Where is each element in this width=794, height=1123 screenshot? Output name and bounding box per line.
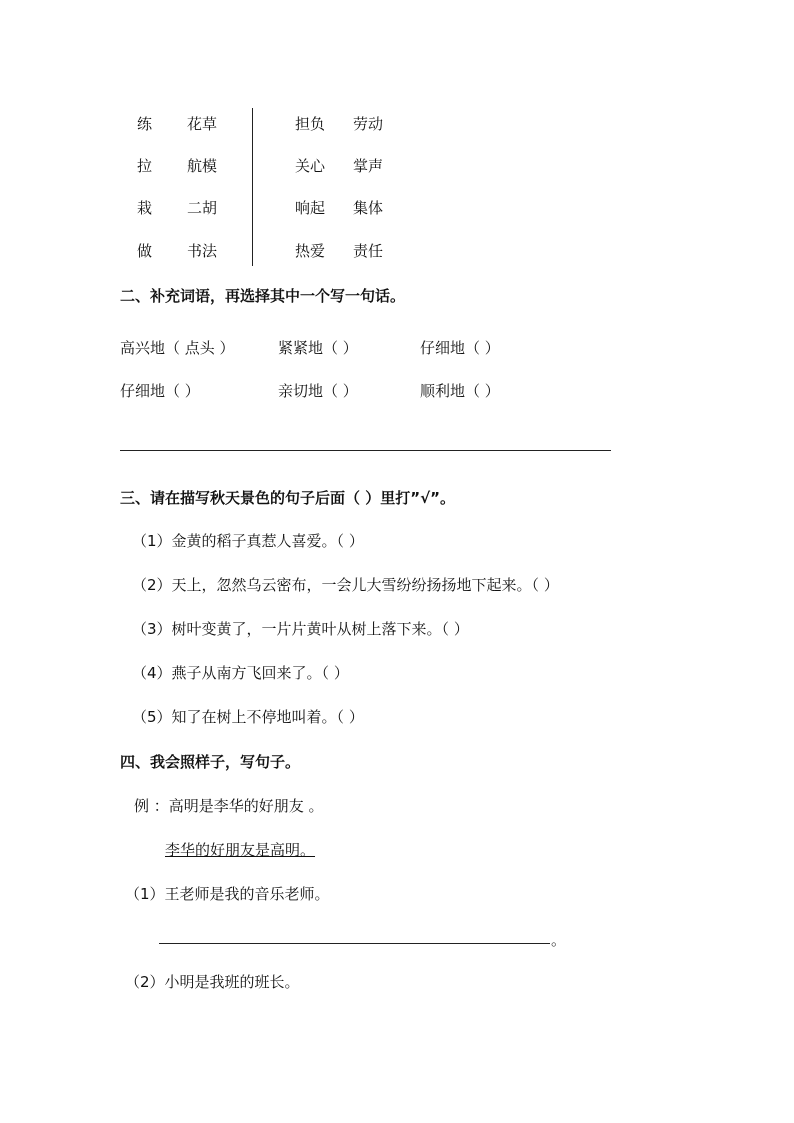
match-left-b-2: 航模 <box>187 157 218 175</box>
section2-row2-item3: 顺利地（ ） <box>420 382 500 400</box>
section4-example-answer: 李华的好朋友是高明。 <box>165 841 316 859</box>
section2-row1-item3: 仔细地（ ） <box>420 339 500 357</box>
section3-item-4: （4）燕子从南方飞回来了。（ ） <box>132 664 349 682</box>
section3-item-1: （1）金黄的稻子真惹人喜爱。（ ） <box>132 532 364 550</box>
match-right-a-4: 热爱 <box>295 242 326 260</box>
section4-title: 四、我会照样子，写句子。 <box>120 753 301 771</box>
match-right-b-1: 劳动 <box>353 115 384 133</box>
section2-row1-item1: 高兴地（ 点头 ） <box>120 339 235 357</box>
match-right-a-1: 担负 <box>295 115 326 133</box>
section4-q1-period: 。 <box>551 931 567 949</box>
section2-row1-item2: 紧紧地（ ） <box>278 339 358 357</box>
match-left-b-4: 书法 <box>187 242 218 260</box>
section3-item-2: （2）天上，忽然乌云密布，一会儿大雪纷纷扬扬地下起来。（ ） <box>132 576 559 594</box>
section2-title: 二、补充词语，再选择其中一个写一句话。 <box>120 287 406 305</box>
section2-row2-item2: 亲切地（ ） <box>278 382 358 400</box>
match-left-a-2: 拉 <box>137 157 153 175</box>
section2-row2-item1: 仔细地（ ） <box>120 382 200 400</box>
match-left-b-3: 二胡 <box>187 199 218 217</box>
section4-question-1: （1）王老师是我的音乐老师。 <box>125 885 330 903</box>
section4-example: 例 ：高明是李华的好朋友 。 <box>134 797 324 815</box>
match-left-b-1: 花草 <box>187 115 218 133</box>
section3-title: 三、请在描写秋天景色的句子后面（ ）里打”√”。 <box>120 489 455 507</box>
match-right-a-2: 关心 <box>295 157 326 175</box>
match-right-a-3: 响起 <box>295 199 326 217</box>
match-right-b-2: 掌声 <box>353 157 384 175</box>
match-right-b-4: 责任 <box>353 242 384 260</box>
match-left-a-3: 栽 <box>137 199 153 217</box>
section3-item-5: （5）知了在树上不停地叫着。（ ） <box>132 708 364 726</box>
match-left-a-1: 练 <box>137 115 153 133</box>
match-left-a-4: 做 <box>137 242 153 260</box>
section3-item-3: （3）树叶变黄了，一片片黄叶从树上落下来。（ ） <box>132 620 469 638</box>
section2-answer-line[interactable] <box>120 450 611 451</box>
section4-question-2: （2）小明是我班的班长。 <box>125 973 300 991</box>
matching-divider <box>252 108 253 266</box>
section4-q1-answer-line[interactable] <box>159 943 550 944</box>
match-right-b-3: 集体 <box>353 199 384 217</box>
